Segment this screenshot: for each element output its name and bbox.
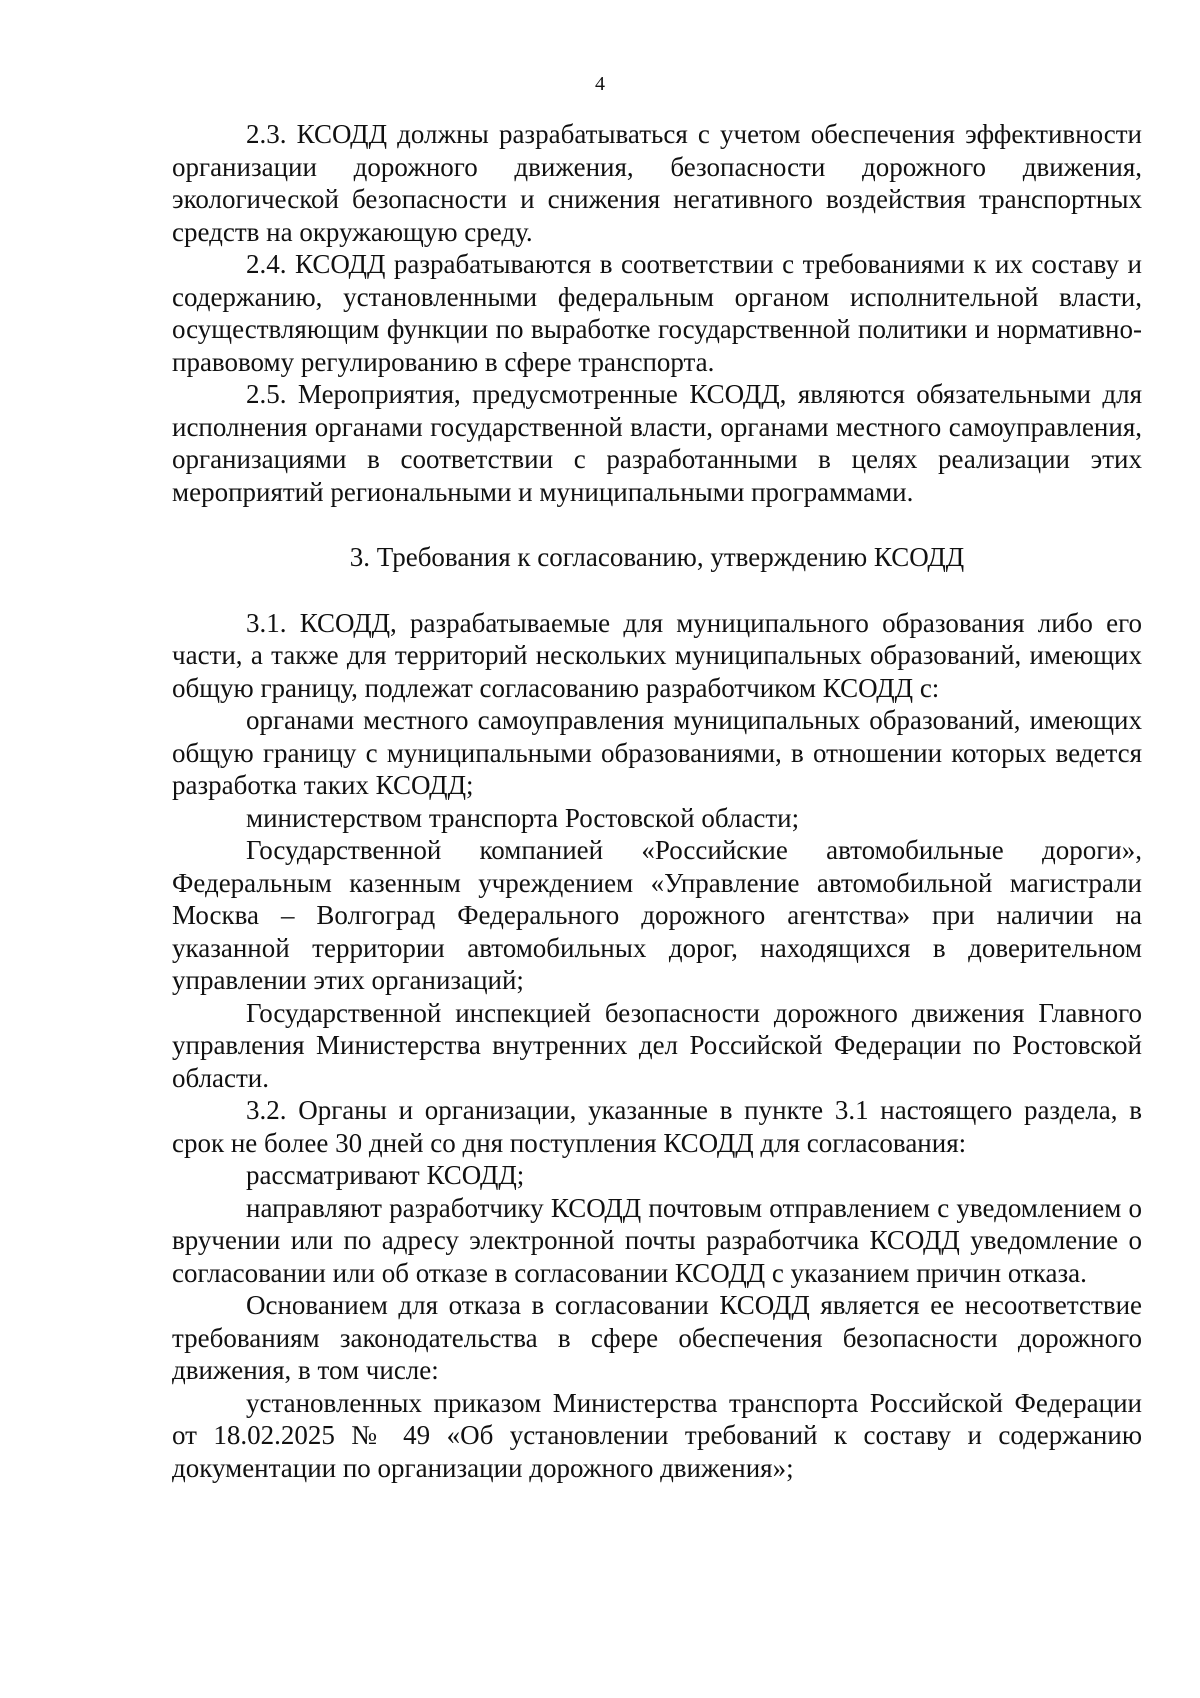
paragraph-3-2-review: рассматривают КСОДД; [246, 1160, 525, 1190]
paragraph-refusal-basis-order: установленных приказом Министерства транспорта Российской Федерации от 18.02.2025 № 49 «Об установлении требований к составу и содержанию документации по организации дорожного движения»; [172, 1387, 1142, 1483]
paragraph-3-1-traffic-inspection: Государственной инспекцией безопасности дорожного движения Главного управления Министерства внутренних дел Российской Федерации по Ростовской области. [172, 997, 1142, 1093]
paragraph-3-1-ministry: министерством транспорта Ростовской области; [246, 802, 800, 833]
paragraph-3-1-state-company: Государственной компанией «Российские автомобильные дороги», Федеральным казенным учреждением «Управление автомобильной магистрали Москва – Волгоград Федерального дорожного агентства» при наличии на указанной территории автомобильных дорог, находящихся в доверительном управлении этих организаций; [172, 835, 1142, 995]
paragraph-3-2-send-notice: направляют разработчику КСОДД почтовым отправлением с уведомлением о вручении или по адресу электронной почты разработчика КСОДД уведомление о согласовании или об отказе в согласовании КСОДД с указанием причин отказа. [172, 1192, 1142, 1288]
paragraph-2-3: 2.3. КСОДД должны разрабатываться с учетом обеспечения эффективности организации дорожного движения, безопасности дорожного движения, экологической безопасности и снижения негативного воздействия транспортных средств на окружающую среду. [172, 119, 1142, 247]
paragraph-3-2: 3.2. Органы и организации, указанные в пункте 3.1 настоящего раздела, в срок не более 30 дней со дня поступления КСОДД для согласования: [172, 1095, 1142, 1158]
paragraph-2-5: 2.5. Мероприятия, предусмотренные КСОДД, являются обязательными для исполнения органами государственной власти, органами местного самоуправления, организациями в соответствии с разработанными в целях реализации этих мероприятий региональными и муниципальными программами. [172, 379, 1142, 507]
paragraph-3-1: 3.1. КСОДД, разрабатываемые для муниципального образования либо его части, а также для территорий нескольких муниципальных образований, имеющих общую границу, подлежат согласованию разработчиком КСОДД с: [172, 607, 1142, 703]
page-number: 4 [595, 73, 605, 95]
section-heading-3: 3. Требования к согласованию, утверждению КСОДД [349, 542, 965, 572]
paragraph-refusal-basis: Основанием для отказа в согласовании КСОДД является ее несоответствие требованиям законодательства в сфере обеспечения безопасности дорожного движения, в том числе: [172, 1290, 1142, 1385]
paragraph-2-4: 2.4. КСОДД разрабатываются в соответствии с требованиями к их составу и содержанию, установленными федеральным органом исполнительной власти, осуществляющим функции по выработке государственной политики и нормативно-правовому регулированию в сфере транспорта. [172, 249, 1142, 377]
paragraph-3-1-local-governments: органами местного самоуправления муниципальных образований, имеющих общую границу с муниципальными образованиями, в отношении которых ведется разработка таких КСОДД; [172, 705, 1142, 800]
document-body [172, 118, 1142, 1484]
